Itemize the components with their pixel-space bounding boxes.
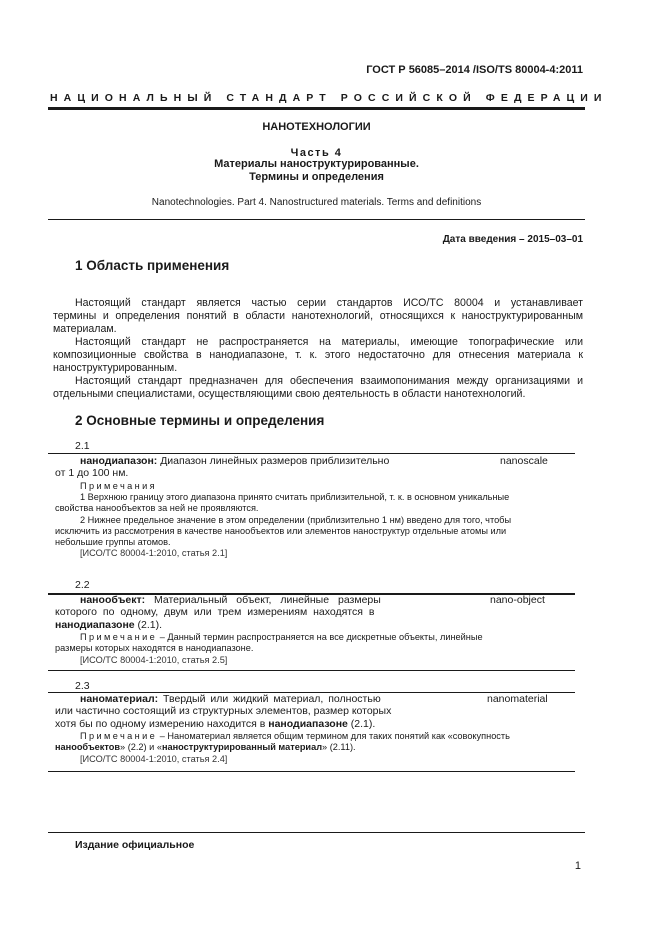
section-1-paragraph-1 [53, 297, 583, 336]
introduction-date: Дата введения – 2015–03–01 [442, 234, 583, 245]
term-2-3-definition-line-3 [55, 718, 375, 731]
term-2-1-def-2: от 1 до 100 нм. [55, 467, 129, 479]
term-2-3-source: [ИСО/ТС 80004-1:2010, статья 2.4] [80, 754, 228, 764]
term-2-2-term: нанообъект: [80, 594, 146, 606]
english-title: Nanotechnologies. Part 4. Nanostructured materials. Terms and definitions [151, 197, 482, 208]
term-2-3-note-line-1 [80, 731, 510, 743]
p2-line-3: наноструктурированным. [53, 362, 178, 374]
term-2-2-definition-line-1 [80, 594, 381, 607]
term-2-3-def-3: хотя бы по одному измерению находится в [55, 718, 269, 730]
header-rule [48, 107, 585, 110]
term-2-2-note-label: Примечание [80, 632, 158, 642]
term-2-1-term: нанодиапазон: [80, 455, 158, 467]
p3-line-2: отдельными специалистами, осуществляющими свою деятельность в области нанотехнологий. [53, 388, 526, 400]
term-2-3-note-label: Примечание [80, 731, 158, 741]
p2-line-1: Настоящий стандарт не распространяется на материалы, имеющие топографические или [75, 336, 583, 348]
term-2-1-definition-line-1 [80, 455, 389, 468]
term-2-3-def-3-end: (2.1). [347, 718, 376, 730]
term-2-2-def-1: Материальный объект, линейные размеры [145, 594, 381, 606]
p1-line-2: термины и определения понятий в области нанотехнологий, относящихся к наноструктурированным [53, 310, 583, 322]
term-2-2-source: [ИСО/ТС 80004-1:2010, статья 2.5] [80, 655, 228, 665]
title-rule [48, 219, 585, 220]
term-2-1-source: [ИСО/ТС 80004-1:2010, статья 2.1] [80, 548, 228, 558]
document-title: НАНОТЕХНОЛОГИИ [262, 121, 371, 133]
section-2-heading: 2 Основные термины и определения [75, 413, 325, 428]
term-2-3-english: nanomaterial [487, 693, 548, 705]
term-2-1-note1-line-1: 1 Верхнюю границу этого диапазона принято считать приблизительной, т. к. в основном уникальные [80, 492, 510, 502]
section-1-paragraph-2 [53, 336, 583, 375]
p1-line-3: материалам. [53, 323, 117, 335]
p3-line-1: Настоящий стандарт предназначен для обеспечения взаимопонимания между организациями и [75, 375, 583, 387]
term-2-3-note-1: – Наноматериал является общим термином для таких понятий как «совокупность [157, 731, 510, 741]
term-2-2-ref-term: нанодиапазоне [55, 619, 135, 631]
subtitle-line-1: Материалы наноструктурированные. [214, 158, 419, 170]
term-2-2-note-line-1 [80, 632, 483, 644]
term-2-3-term: наноматериал: [80, 693, 159, 705]
term-2-3-def-2: или частично состоящий из структурных элементов, размер которых [55, 705, 392, 717]
term-2-1-note2-line-3: небольшие группы атомов. [55, 537, 171, 547]
part-label: Часть 4 [290, 147, 343, 159]
term-2-3-note-term-2: наноструктурированный материал [161, 742, 323, 752]
page-number: 1 [574, 860, 581, 872]
term-2-2-def-2: которого по одному, двум или трем измерениям находятся в [55, 606, 375, 618]
term-2-1-note1-line-2: свойства нанообъектов за ней не проявляются. [55, 503, 259, 513]
term-2-2-note-1: – Данный термин распространяется на все дискретные объекты, линейные [157, 632, 483, 642]
term-2-3-note-line-2 [55, 742, 356, 754]
term-2-1-number: 2.1 [75, 440, 90, 452]
term-2-3-note-term-1: нанообъектов [55, 742, 121, 752]
term-2-1-english: nanoscale [500, 455, 548, 467]
term-2-3-def-1: Твердый или жидкий материал, полностью [158, 693, 381, 705]
term-2-3-ref-term: нанодиапазоне [268, 718, 348, 730]
official-edition-label: Издание официальное [75, 839, 195, 851]
footer-rule [48, 832, 585, 833]
term-2-3-number: 2.3 [75, 680, 90, 692]
term-2-3-note-end: » (2.11). [322, 742, 356, 752]
section-1-paragraph-3 [53, 375, 583, 401]
term-2-3-note-mid: » (2.2) и « [120, 742, 162, 752]
term-2-2-def-3: (2.1). [134, 619, 163, 631]
national-standard-banner: НАЦИОНАЛЬНЫЙ СТАНДАРТ РОССИЙСКОЙ ФЕДЕРАЦИИ [50, 92, 608, 104]
term-2-1-note2-line-2: исключить из рассмотрения в качестве нанообъектов или элементов наноструктур отдельные атомы или [55, 526, 507, 536]
term-2-2-english: nano-object [490, 594, 545, 606]
term-2-1-def-1: Диапазон линейных размеров приблизительно [157, 455, 390, 467]
p2-line-2: композиционные свойства в нанодиапазоне, т. к. этого недостаточно для отнесения материала к [53, 349, 583, 361]
term-2-3-definition-line-1 [80, 693, 381, 706]
p1-line-1: Настоящий стандарт является частью серии стандартов ИСО/ТС 80004 и устанавливает [75, 297, 583, 309]
term-2-2-number: 2.2 [75, 579, 90, 591]
term-2-1-note-label: Примечания [80, 481, 158, 491]
section-1-heading: 1 Область применения [75, 258, 230, 273]
subtitle-line-2: Термины и определения [249, 171, 384, 183]
term-2-1-note2-line-1: 2 Нижнее предельное значение в этом определении (приблизительно 1 нм) введено для того, чтобы [80, 515, 512, 525]
term-2-2-note-line-2: размеры которых находятся в нанодиапазоне. [55, 643, 254, 653]
term-2-2-definition-line-3 [55, 619, 162, 632]
standard-code: ГОСТ Р 56085–2014 /ISO/TS 80004-4:2011 [366, 64, 583, 76]
